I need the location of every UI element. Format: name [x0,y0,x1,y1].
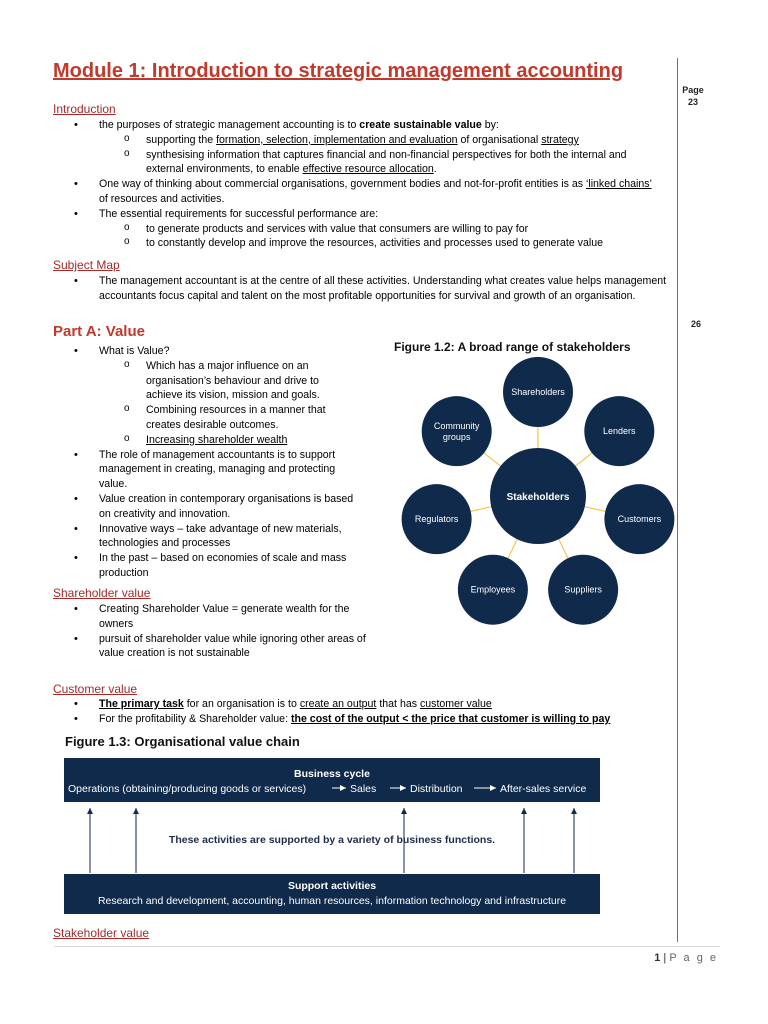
support-activities-title: Support activities [287,880,377,892]
page-title: Module 1: Introduction to strategic management accounting [53,60,624,82]
stakeholders-diagram [386,358,676,628]
node-label: Customers [617,514,662,525]
node-label: Employees [470,584,516,595]
list-item: • the purposes of strategic management accounting is to create sustainable value by: [0,118,669,133]
introduction-list [0,118,669,251]
list-item: • Innovative ways – take advantage of new materials, technologies and processes [0,522,359,552]
margin-page-ref-26: 26 [690,319,701,329]
node-label: Shareholders [511,387,565,397]
list-item: • The primary task for an organisation is to create an output that has customer value [0,697,679,712]
list-item: o synthesising information that captures financial and non-financial perspectives for both the internal and external environments, to enable effective resource allocation. [0,148,642,178]
customer-list [0,697,679,727]
list-item: • One way of thinking about commercial organisations, government bodies and not-for-profit entities is as ‘linked chains’ of resources and activities. [0,177,659,207]
value-chain-diagram [64,758,604,918]
list-item: o Which has a major influence on an organisation’s behaviour and drive to achieve its vision, mission and goals. [0,359,358,403]
list-item: • For the profitability & Shareholder value: the cost of the output < the price that customer is willing to pay [0,712,679,727]
subject-map-list [0,274,667,304]
business-cycle-title: Business cycle [294,768,370,780]
list-item: o to constantly develop and improve the resources, activities and processes used to generate value [0,236,666,251]
heading-customer-value: Customer value [53,682,138,696]
support-activities-text: Research and development, accounting, human resources, information technology and infrastructure [97,895,567,907]
figure-1-2-title: Figure 1.2: A broad range of stakeholders [394,340,631,354]
page-footer: 1 | P a g e [654,952,718,964]
business-cycle-step: Operations (obtaining/producing goods or services) [68,783,307,795]
part-a-list [0,344,359,581]
list-item: • In the past – based on economies of scale and mass production [0,551,359,581]
node-label: Regulators [414,514,459,525]
heading-part-a: Part A: Value [53,323,145,340]
support-note: These activities are supported by a variety of business functions. [168,834,496,846]
list-item: • pursuit of shareholder value while ignoring other areas of value creation is not sustainable [0,632,369,662]
list-item: • Value creation in contemporary organisations is based on creativity and innovation. [0,492,359,522]
business-cycle-step: Sales [350,783,377,795]
node-label: Suppliers [564,584,602,595]
list-item: • The management accountant is at the centre of all these activities. Understanding what creates value helps management accountants focus capital and talent on the most profitable opportunities for survival and growth of an organisation. [0,274,667,304]
business-cycle-box [64,758,600,802]
heading-introduction: Introduction [53,102,116,116]
footer-rule [54,946,720,947]
margin-divider [677,58,678,942]
heading-stakeholder-value: Stakeholder value [53,926,150,940]
margin-page-ref-23: Page 23 [682,85,704,107]
list-item: • Creating Shareholder Value = generate wealth for the owners [0,602,369,632]
list-item: o Combining resources in a manner that creates desirable outcomes. [0,403,358,433]
list-item: o to generate products and services with value that consumers are willing to pay for [0,222,666,237]
node-label: Community [433,421,480,432]
heading-shareholder-value: Shareholder value [53,586,151,600]
shareholder-list [0,602,369,661]
list-item: • What is Value? [0,344,359,359]
list-item: • The role of management accountants is to support management in creating, managing and protecting value. [0,448,359,492]
list-item: o supporting the formation, selection, implementation and evaluation of organisational strategy [0,133,666,148]
list-item: • The essential requirements for successful performance are: [0,207,669,222]
list-item: o Increasing shareholder wealth [0,433,358,448]
business-cycle-step: Distribution [410,783,463,795]
heading-subject-map: Subject Map [53,258,120,272]
node-label: Lenders [603,426,636,437]
figure-1-3-title: Figure 1.3: Organisational value chain [65,734,300,749]
center-label: Stakeholders [506,492,570,503]
node-label: groups [442,432,471,443]
business-cycle-step: After-sales service [500,783,587,795]
